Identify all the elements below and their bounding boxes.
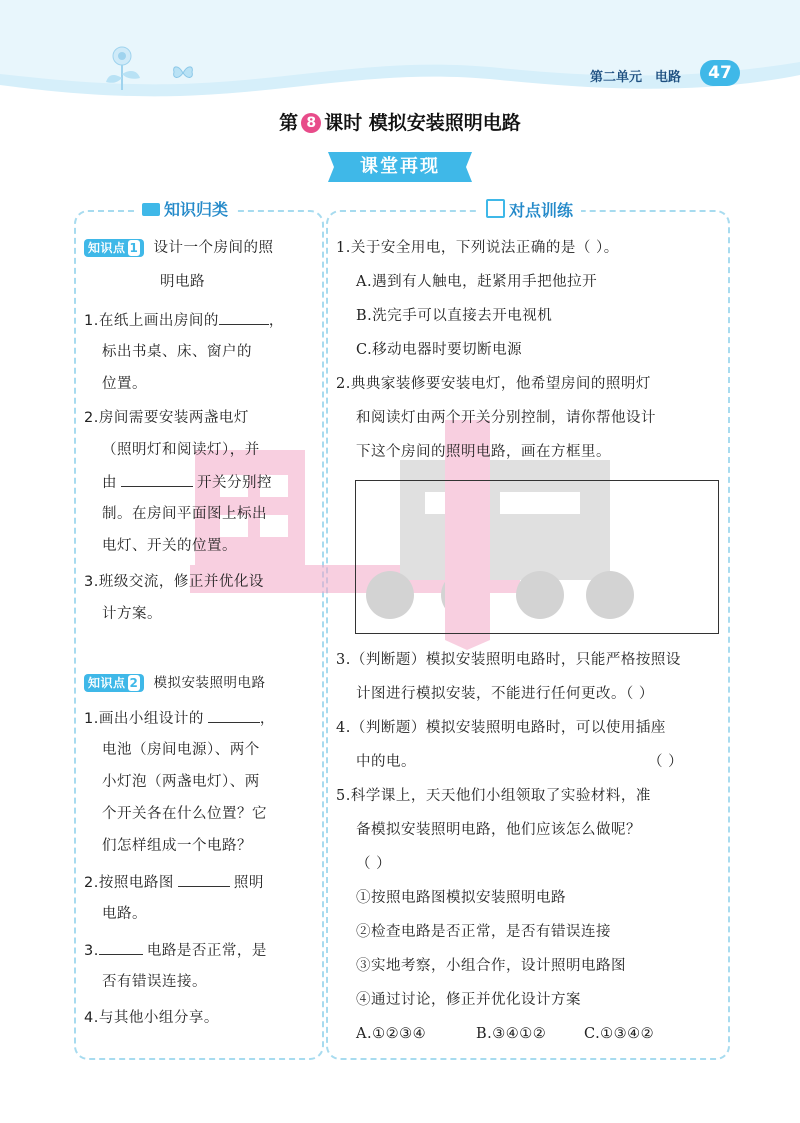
unit-label: 第二单元 xyxy=(590,70,643,85)
q1-option-c: C.移动电器时要切断电源 xyxy=(356,342,523,358)
lesson-title: 第 8 课时 模拟安装照明电路 xyxy=(279,112,521,134)
q1-option-a: A.遇到有人触电，赶紧用手把他拉开 xyxy=(356,274,598,290)
q3-line2: 计图进行模拟安装，不能进行任何更改。（ ） xyxy=(356,686,654,702)
kp1-item-3: 3.班级交流，修正并优化设 xyxy=(84,574,264,590)
question-3: 3.（判断题）模拟安装照明电路时，只能严格按照设 xyxy=(336,652,681,668)
kp2-item-4: 4.与其他小组分享。 xyxy=(84,1010,219,1026)
question-1: 1.关于安全用电，下列说法正确的是（ ）。 xyxy=(336,240,619,256)
kp1-item-2-line3: 由 开关分别控 xyxy=(102,472,272,493)
q5-option-a: A.①②③④ xyxy=(356,1026,427,1042)
kp1-item-1: 1.在纸上画出房间的 ， xyxy=(84,310,284,331)
question-4: 4.（判断题）模拟安装照明电路时，可以使用插座 xyxy=(336,720,666,736)
kp1-item-1-line3: 位置。 xyxy=(102,376,147,392)
kp1-tag: 知识点 1 xyxy=(84,239,144,257)
q4-answer-bracket: （ ） xyxy=(648,754,684,770)
q5-step-2: ②检查电路是否正常，是否有错误连接 xyxy=(356,924,611,940)
q5-option-c: C.①③④② xyxy=(584,1026,655,1042)
kp2-item-1-line4: 个开关各在什么位置？它 xyxy=(102,806,267,822)
folder-icon xyxy=(142,203,160,216)
kp2-item-2-line2: 电路。 xyxy=(102,906,147,922)
kp1-item-2: 2.房间需要安装两盏电灯 xyxy=(84,410,249,426)
section-banner xyxy=(320,150,480,184)
kp2-item-2: 2.按照电路图 照明 xyxy=(84,872,264,893)
q5-answer-bracket: （ ） xyxy=(356,856,392,872)
kp2-item-3-line2: 否有错误连接。 xyxy=(102,974,207,990)
q2-line2: 和阅读灯由两个开关分别控制，请你帮他设计 xyxy=(356,410,656,426)
knowledge-point-1: 知识点 1 设计一个房间的照 xyxy=(84,238,273,258)
kp1-item-3-line2: 计方案。 xyxy=(102,606,162,622)
butterfly-icon xyxy=(172,64,194,82)
q1-option-b: B.洗完手可以直接去开电视机 xyxy=(356,308,553,324)
kp2-item-1-line2: 电池（房间电源）、两个 xyxy=(102,742,260,758)
q5-step-4: ④通过讨论，修正并优化设计方案 xyxy=(356,992,581,1008)
kp2-item-1: 1.画出小组设计的 ， xyxy=(84,708,275,729)
q5-option-b: B.③④①② xyxy=(476,1026,547,1042)
kp2-tag: 知识点 2 xyxy=(84,674,144,692)
kp1-item-1-line2: 标出书桌、床、窗户的 xyxy=(102,344,252,360)
question-2: 2.典典家装修要安装电灯，他希望房间的照明灯 xyxy=(336,376,651,392)
kp1-title-line2: 明电路 xyxy=(160,274,205,290)
lesson-number-badge: 8 xyxy=(301,113,321,133)
banner-text: 课堂再现 xyxy=(360,156,440,177)
q5-line2: 备模拟安装照明电路，他们应该怎么做呢？ xyxy=(356,822,641,838)
page-number: 47 xyxy=(700,60,740,86)
pencil-icon xyxy=(486,199,505,218)
q5-step-3: ③实地考察，小组合作，设计照明电路图 xyxy=(356,958,626,974)
practice-heading: 对点训练 xyxy=(478,199,581,221)
kp2-item-1-line3: 小灯泡（两盏电灯）、两 xyxy=(102,774,260,790)
q5-step-1: ①按照电路图模拟安装照明电路 xyxy=(356,890,566,906)
knowledge-point-2: 知识点 2 模拟安装照明电路 xyxy=(84,673,265,693)
q4-line2: 中的电。 xyxy=(356,754,416,770)
q2-line3: 下这个房间的照明电路，画在方框里。 xyxy=(356,444,611,460)
flower-icon xyxy=(100,38,150,93)
kp1-item-2-line2: （照明灯和阅读灯），并 xyxy=(102,442,260,458)
kp2-item-1-line5: 们怎样组成一个电路？ xyxy=(102,838,252,854)
knowledge-heading: 知识归类 xyxy=(134,199,236,221)
unit-name: 电路 xyxy=(655,70,682,85)
question-5: 5.科学课上，天天他们小组领取了实验材料，准 xyxy=(336,788,651,804)
kp2-item-3: 3. 电路是否正常，是 xyxy=(84,940,267,961)
kp1-item-2-line5: 电灯、开关的位置。 xyxy=(102,538,237,554)
kp1-item-2-line4: 制。在房间平面图上标出 xyxy=(102,506,267,522)
drawing-answer-box[interactable] xyxy=(355,480,719,634)
